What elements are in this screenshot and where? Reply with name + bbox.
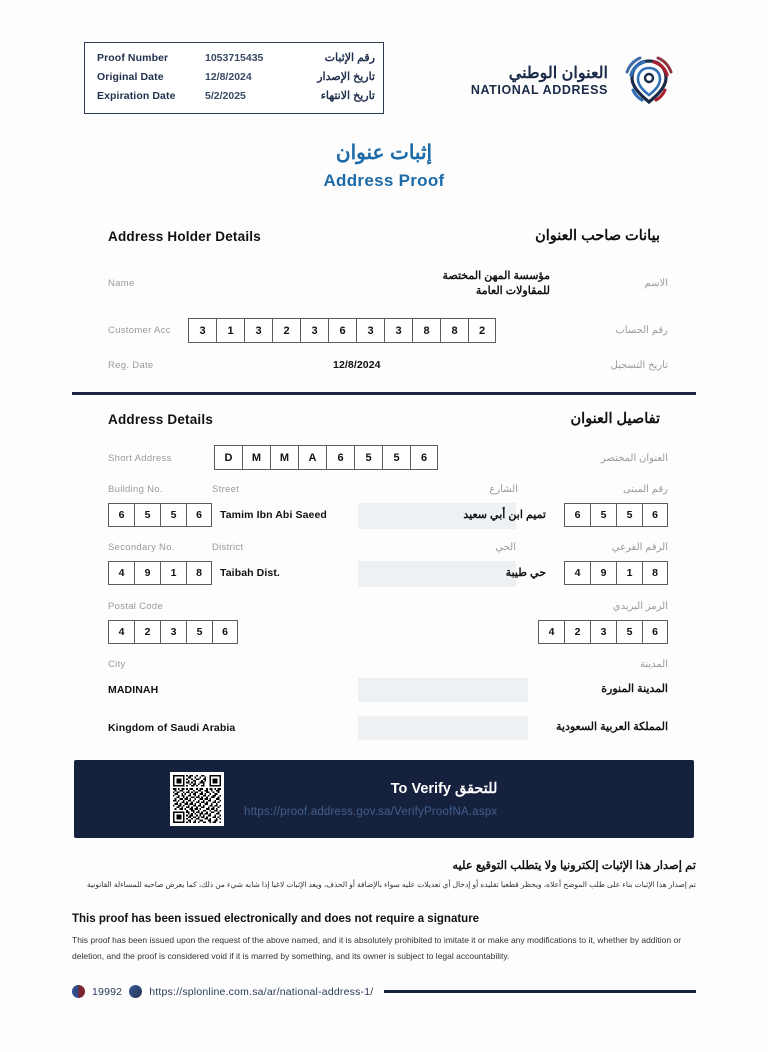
customer-acc-cell-2: 3 (244, 318, 272, 343)
short-address-cell-5: 5 (354, 445, 382, 470)
globe-circle-icon (129, 985, 142, 998)
city-label-en: City (108, 659, 126, 670)
reg-date-label-ar: تاريخ التسجيل (610, 360, 668, 371)
secondary-no-cell-0: 4 (108, 561, 134, 585)
customer-acc-cell-5: 6 (328, 318, 356, 343)
customer-account-row (108, 318, 668, 348)
short-address-cell-3: A (298, 445, 326, 470)
verify-title-ar: للتحقق (454, 780, 498, 797)
postal-code-cell-4: 6 (212, 620, 238, 644)
building-no-ar-cell-3: 6 (642, 503, 668, 527)
secondary-district-label-row (108, 542, 668, 558)
footer-rule (384, 990, 696, 993)
postal-code-label-ar: الرمز البريدي (612, 601, 668, 612)
postal-code-digit-boxes-ar (538, 620, 668, 644)
proof-number-label-ar: رقم الإثبات (324, 52, 375, 64)
reg-date-label-en: Reg. Date (108, 360, 154, 371)
building-street-value-row (108, 503, 668, 531)
secondary-no-label-en: Secondary No. (108, 542, 175, 553)
arabic-note-title: تم إصدار هذا الإثبات إلكترونيا ولا يتطلب التوقيع عليه (452, 860, 696, 872)
customer-acc-cell-1: 1 (216, 318, 244, 343)
customer-acc-digit-boxes (188, 318, 496, 343)
customer-acc-label-en: Customer Acc (108, 325, 171, 336)
national-address-pin-logo-icon (618, 48, 680, 115)
short-address-cell-0: D (214, 445, 242, 470)
english-note-body: This proof has been issued upon the request of the above named, and it is absolutely prohibited to imitate it or make any modifications to it, whether by addition or deletion, and the proof is considered void if it is marred by something, and its owner is subject to legal accountability. (72, 935, 682, 961)
national-address-logo (471, 48, 680, 115)
short-address-label-en: Short Address (108, 453, 172, 464)
building-no-label-en: Building No. (108, 484, 163, 495)
verification-qr-code-icon[interactable] (170, 772, 224, 826)
customer-acc-label-ar: رقم الحساب (615, 325, 668, 336)
original-date-row (97, 68, 375, 87)
postal-code-digit-boxes (108, 620, 238, 644)
secondary-no-digit-boxes-ar (564, 561, 668, 585)
expiration-date-value: 5/2/2025 (205, 90, 246, 102)
verify-url[interactable]: https://proof.address.gov.sa/VerifyProofNA.aspx (244, 805, 498, 818)
short-address-cell-1: M (242, 445, 270, 470)
short-address-cell-6: 5 (382, 445, 410, 470)
proof-info-box (84, 42, 384, 114)
original-date-label-ar: تاريخ الإصدار (317, 71, 375, 83)
customer-acc-cell-8: 8 (412, 318, 440, 343)
short-address-char-boxes (214, 445, 438, 470)
building-no-ar-cell-2: 5 (616, 503, 642, 527)
short-address-cell-2: M (270, 445, 298, 470)
holder-name-row (108, 272, 668, 312)
building-no-cell-3: 6 (186, 503, 212, 527)
proof-number-value: 1053715435 (205, 52, 264, 64)
secondary-no-ar-cell-0: 4 (564, 561, 590, 585)
customer-acc-cell-4: 3 (300, 318, 328, 343)
customer-acc-cell-10: 2 (468, 318, 496, 343)
english-note-title: This proof has been issued electronically and does not require a signature (72, 913, 480, 925)
secondary-no-cell-3: 8 (186, 561, 212, 585)
postal-code-cell-0: 4 (108, 620, 134, 644)
address-heading-ar: تفاصيل العنوان (570, 411, 660, 427)
postal-code-ar-cell-3: 5 (616, 620, 642, 644)
original-date-value: 12/8/2024 (205, 71, 252, 83)
short-address-row (108, 445, 668, 475)
secondary-no-ar-cell-1: 9 (590, 561, 616, 585)
postal-code-cell-2: 3 (160, 620, 186, 644)
page-title-ar: إثبات عنوان (335, 142, 433, 164)
city-label-ar: المدينة (639, 659, 668, 670)
city-value-en: MADINAH (108, 684, 159, 696)
secondary-no-ar-cell-3: 8 (642, 561, 668, 585)
building-no-ar-cell-0: 6 (564, 503, 590, 527)
building-no-cell-2: 5 (160, 503, 186, 527)
customer-acc-cell-9: 8 (440, 318, 468, 343)
city-label-row (108, 659, 668, 675)
customer-acc-cell-7: 3 (384, 318, 412, 343)
building-no-label-ar: رقم المبنى (622, 484, 668, 495)
building-no-cell-1: 5 (134, 503, 160, 527)
section-divider (72, 392, 696, 395)
footer-phone: 19992 (92, 985, 123, 998)
postal-code-label-row (108, 601, 668, 617)
address-heading-en: Address Details (108, 411, 214, 427)
building-street-label-row (108, 484, 668, 500)
holder-heading-ar: بيانات صاحب العنوان (535, 228, 660, 244)
document-title (0, 140, 768, 191)
street-value-ar: تميم ابن أبي سعيد (463, 509, 546, 521)
customer-acc-cell-6: 3 (356, 318, 384, 343)
postal-code-ar-cell-0: 4 (538, 620, 564, 644)
verification-banner (74, 760, 694, 838)
building-no-ar-cell-1: 5 (590, 503, 616, 527)
building-no-digit-boxes (108, 503, 212, 527)
country-value-ar: المملكة العربية السعودية (556, 721, 668, 733)
proof-number-row (97, 49, 375, 68)
district-label-en: District (212, 542, 244, 553)
country-value-en: Kingdom of Saudi Arabia (108, 722, 236, 734)
customer-acc-cell-3: 2 (272, 318, 300, 343)
postal-code-cell-3: 5 (186, 620, 212, 644)
phone-circle-icon (72, 985, 85, 998)
footer-contact-bar (72, 985, 696, 998)
logo-text-block (471, 66, 608, 97)
page-title-en: Address Proof (323, 171, 445, 190)
postal-code-ar-cell-1: 2 (564, 620, 590, 644)
district-value-ar: حي طيبة (505, 567, 546, 579)
verify-text-block (244, 781, 497, 818)
name-value-ar-line1: مؤسسة المهن المختصة (442, 270, 550, 282)
proof-number-label-en: Proof Number (97, 52, 169, 64)
secondary-district-value-row (108, 561, 668, 589)
secondary-no-cell-2: 1 (160, 561, 186, 585)
short-address-cell-4: 6 (326, 445, 354, 470)
original-date-label-en: Original Date (97, 71, 164, 83)
building-no-cell-0: 6 (108, 503, 134, 527)
city-value-ar: المدينة المنورة (601, 683, 668, 695)
expiration-date-label-en: Expiration Date (97, 90, 176, 102)
postal-code-value-row (108, 620, 668, 648)
secondary-no-label-ar: الرقم الفرعي (611, 542, 668, 553)
postal-code-label-en: Postal Code (108, 601, 164, 612)
logo-label-ar: العنوان الوطني (508, 65, 608, 83)
building-no-digit-boxes-ar (564, 503, 668, 527)
name-label-en: Name (108, 278, 135, 289)
street-value-en: Tamim Ibn Abi Saeed (220, 509, 327, 521)
district-label-ar: الحي (495, 542, 516, 553)
expiration-date-row (97, 87, 375, 106)
address-details-section-heading (108, 411, 660, 427)
arabic-note-body: تم إصدار هذا الإثبات بناء على طلب الموضح أعلاه، ويحظر قطعيا تقليده أو إدخال أي تعديلات عليه سواء بالإضافة أو الحذف، ويعد الإثبات لاغيا إذا شابه شيء من ذلك، كما يعرض صاحبه للمساءلة القانونية (86, 880, 696, 889)
short-address-label-ar: العنوان المختصر (600, 453, 668, 464)
postal-code-ar-cell-2: 3 (590, 620, 616, 644)
city-value-row (108, 680, 668, 704)
expiration-date-label-ar: تاريخ الانتهاء (320, 90, 375, 102)
street-label-en: Street (212, 484, 240, 495)
postal-code-ar-cell-4: 6 (642, 620, 668, 644)
reg-date-value: 12/8/2024 (333, 359, 381, 371)
district-value-en: Taibah Dist. (220, 567, 280, 579)
verify-title-en: To Verify (390, 780, 451, 797)
secondary-no-cell-1: 9 (134, 561, 160, 585)
logo-label-en: NATIONAL ADDRESS (470, 82, 608, 97)
secondary-no-digit-boxes (108, 561, 212, 585)
verify-title (244, 781, 497, 797)
name-value-ar-line2: للمقاولات العامة (475, 285, 550, 297)
document-header (0, 42, 768, 122)
registration-date-row (108, 358, 668, 380)
footer-url[interactable]: https://splonline.com.sa/ar/national-address-1/ (149, 985, 374, 998)
street-label-ar: الشارع (489, 484, 518, 495)
country-value-row (108, 718, 668, 742)
postal-code-cell-1: 2 (134, 620, 160, 644)
secondary-no-ar-cell-2: 1 (616, 561, 642, 585)
name-label-ar: الاسم (644, 278, 668, 289)
holder-heading-en: Address Holder Details (108, 228, 261, 244)
address-holder-section-heading (108, 228, 660, 244)
customer-acc-cell-0: 3 (188, 318, 216, 343)
short-address-cell-7: 6 (410, 445, 438, 470)
